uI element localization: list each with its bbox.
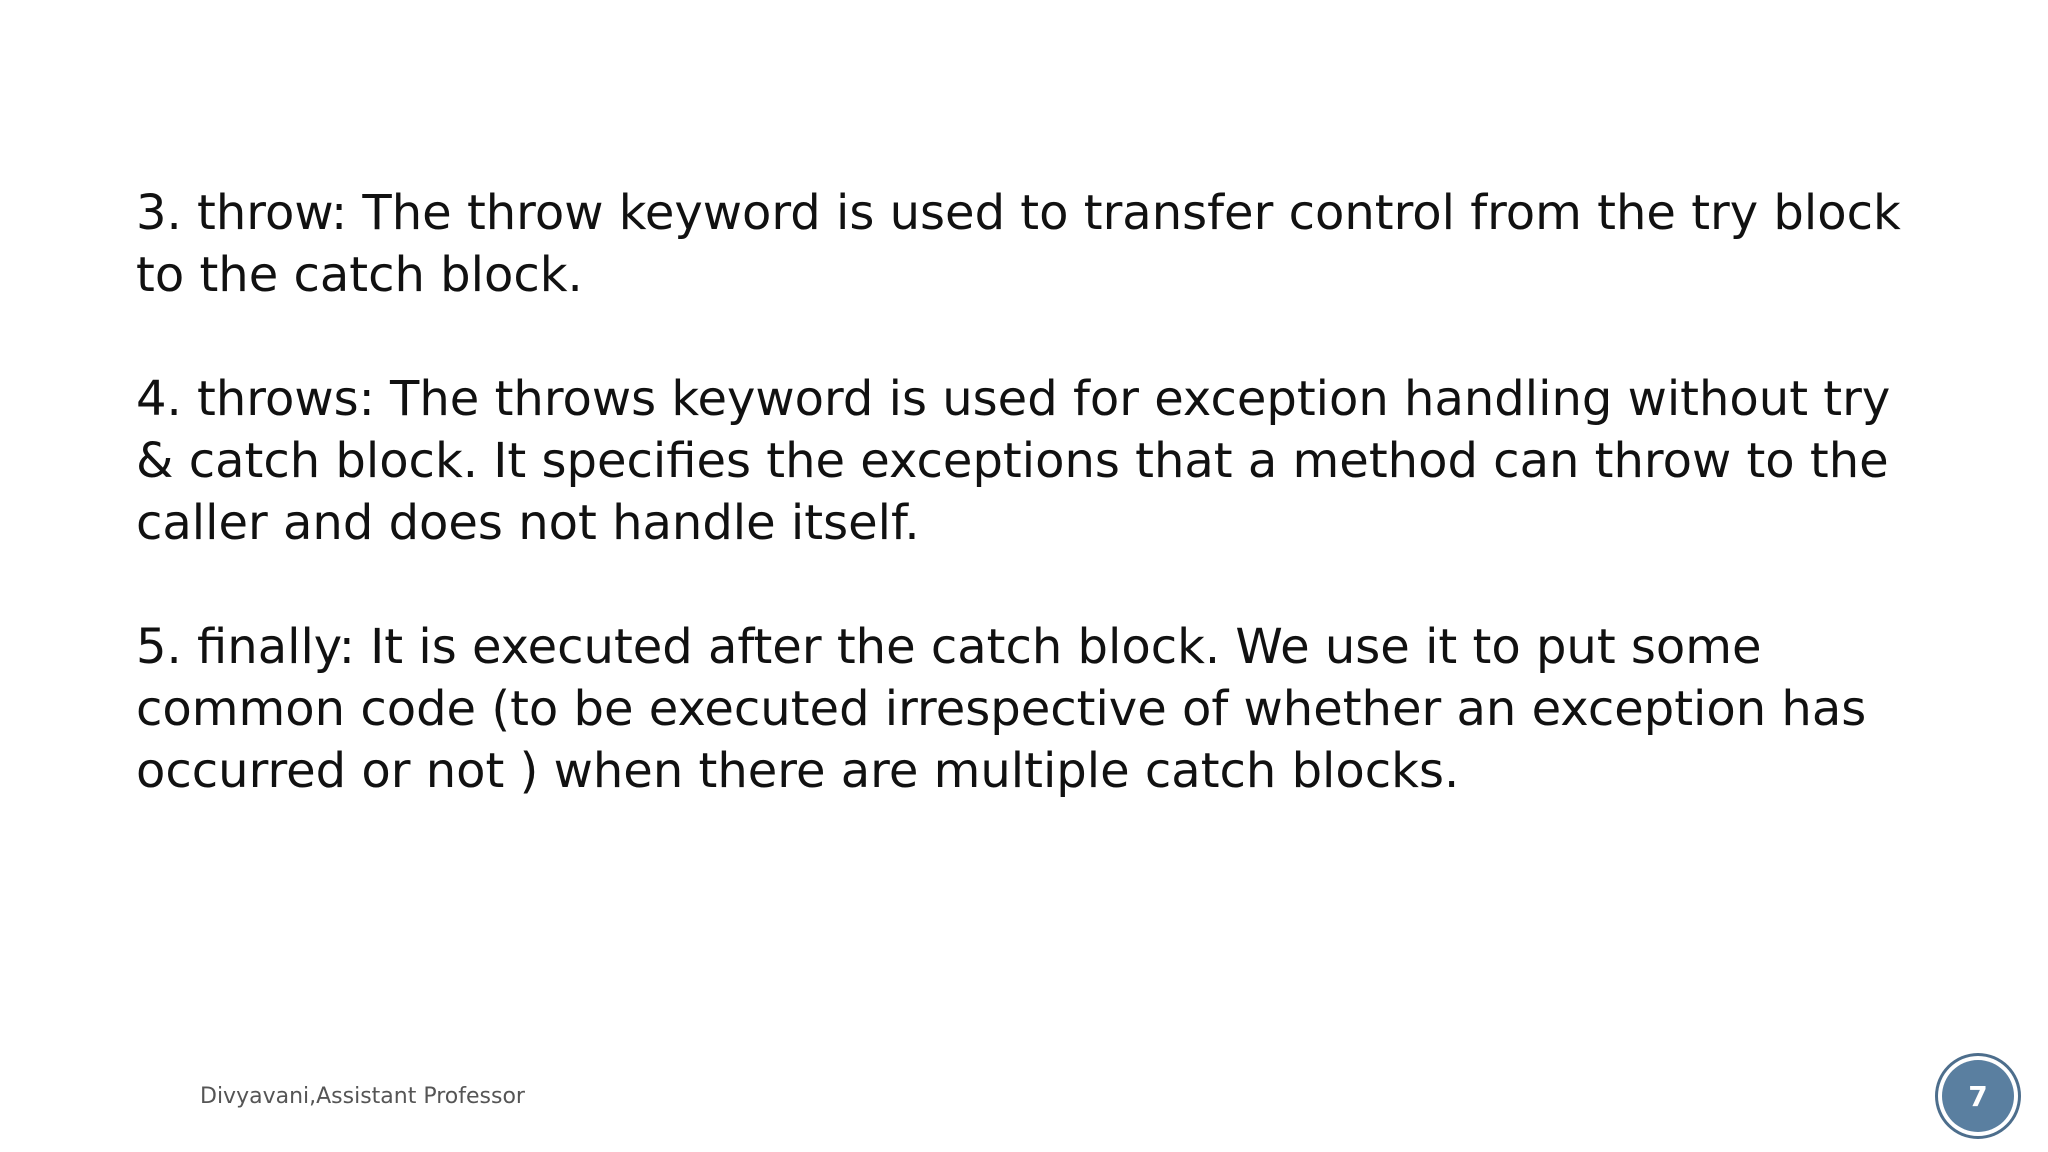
text-line: to the catch block. [136,247,583,303]
text-line: caller and does not handle itself. [136,495,920,551]
text-line: 3. throw: The throw keyword is used to transfer control from the try block [136,185,1901,241]
slide-body [136,182,1936,864]
page-number: 7 [1968,1079,1988,1113]
page-number-badge [1942,1060,2014,1132]
text-line: & catch block. It specifies the exceptions that a method can throw to the [136,433,1889,489]
text-line: common code (to be executed irrespective of whether an exception has [136,681,1867,737]
paragraph-finally [136,616,1936,802]
paragraph-throws [136,368,1936,554]
text-line: occurred or not ) when there are multiple catch blocks. [136,743,1460,799]
footer-author: Divyavani,Assistant Professor [200,1084,525,1109]
paragraph-throw [136,182,1936,306]
text-line: 4. throws: The throws keyword is used for exception handling without try [136,371,1891,427]
text-line: 5. finally: It is executed after the catch block. We use it to put some [136,619,1762,675]
